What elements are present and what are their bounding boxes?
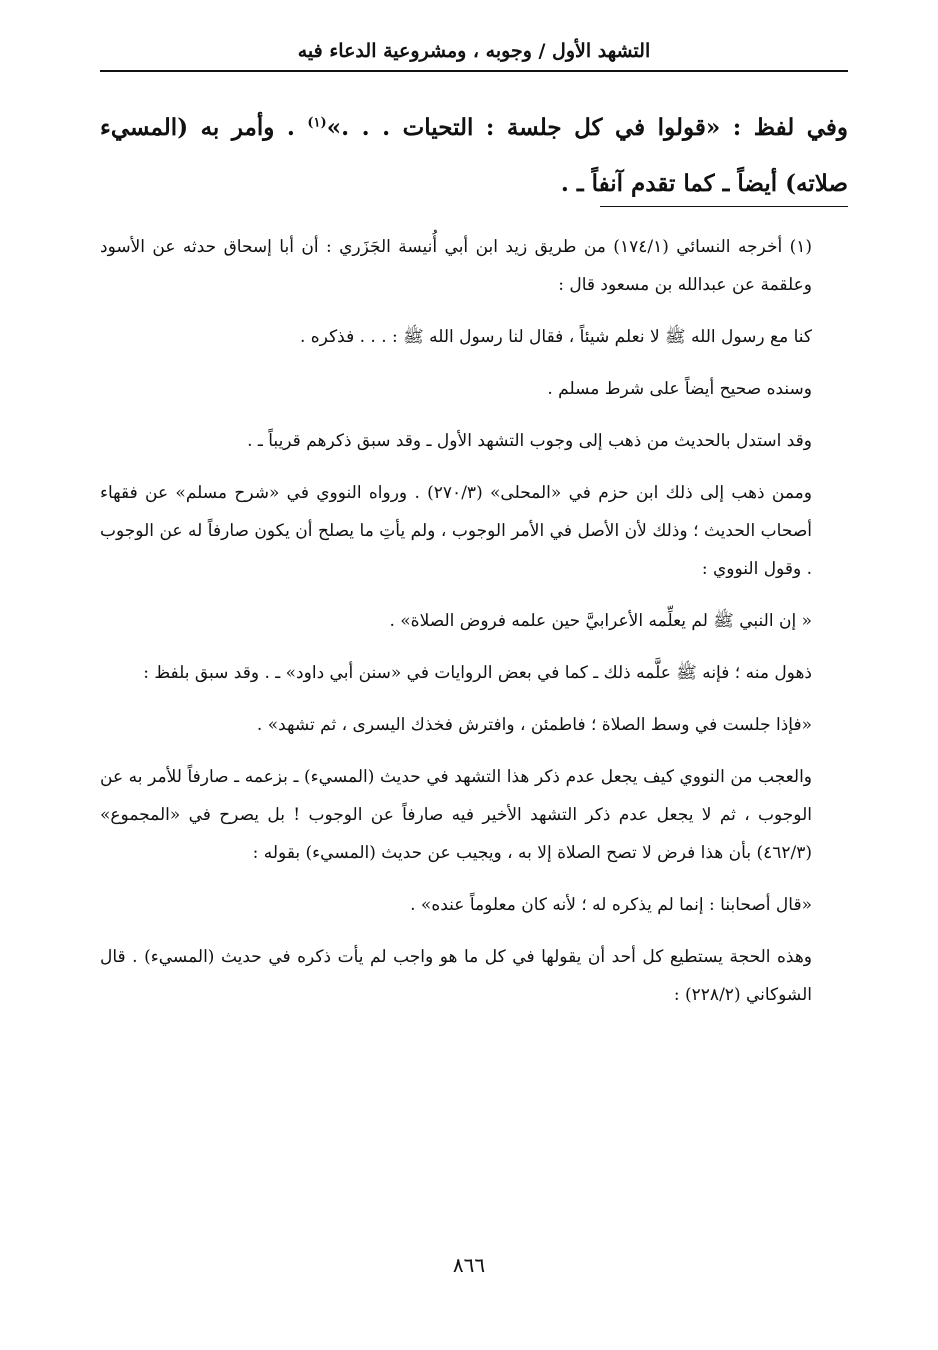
header-divider: [100, 70, 848, 72]
footnote-quote: «قال أصحابنا : إنما لم يذكره له ؛ لأنه كان معلوماً عنده» .: [410, 895, 812, 915]
footnote-paragraph: وسنده صحيح أيضاً على شرط مسلم .: [547, 379, 812, 399]
footnote-paragraph: وهذه الحجة يستطيع كل أحد أن يقولها في كل ما هو واجب لم يأت ذكره في حديث (المسيء) . قال الشوكاني (٢٢٨/٢) :: [100, 947, 812, 1005]
footnote-paragraph: وممن ذهب إلى ذلك ابن حزم في «المحلى» (٢٧٠/٣) . ورواه النووي في «شرح مسلم» عن فقهاء أصحاب الحديث ؛ وذلك لأن الأصل في الأمر الوجوب ، ولم يأتِ ما يصلح أن يكون صارفاً له عن الوجوب . وقول النووي :: [100, 483, 812, 579]
footnote-paragraph: والعجب من النووي كيف يجعل عدم ذكر هذا التشهد في حديث (المسيء) ـ بزعمه ـ صارفاً للأمر به عن الوجوب ، ثم لا يجعل عدم ذكر التشهد الأخير فيه صارفاً عن الوجوب ! بل يصرح في «المجموع» (٤٦٢/٣) بأن هذا فرض لا تصح الصلاة إلا به ، ويجيب عن حديث (المسيء) بقوله :: [100, 767, 812, 863]
footnote-paragraph: (١) أخرجه النسائي (١٧٤/١) من طريق زيد ابن أبي أُنيسة الجَزَري : أن أبا إسحاق حدثه عن الأسود وعلقمة عن عبدالله بن مسعود قال :: [100, 237, 812, 295]
page-number: ٨٦٦: [452, 1253, 486, 1277]
footnote-separator: [600, 206, 848, 207]
main-text-part-1: وفي لفظ : «قولوا في كل جلسة : التحيات . . .»: [326, 114, 848, 141]
footnotes-section: [100, 228, 848, 1014]
footnote-quote: «فإذا جلست في وسط الصلاة ؛ فاطمئن ، وافترش فخذك اليسرى ، ثم تشهد» .: [256, 715, 812, 735]
footnote-paragraph: كنا مع رسول الله ﷺ لا نعلم شيئاً ، فقال لنا رسول الله ﷺ : . . . فذكره .: [299, 327, 812, 347]
main-paragraph: [100, 100, 848, 212]
footnote-quote: « إن النبي ﷺ لم يعلِّمه الأعرابيَّ حين علمه فروض الصلاة» .: [389, 611, 812, 631]
footnote-paragraph: وقد استدل بالحديث من ذهب إلى وجوب التشهد الأول ـ وقد سبق ذكرهم قريباً ـ .: [247, 431, 812, 451]
main-text-part-2: . وأمر به (المسيء صلاته) أيضاً ـ كما تقدم آنفاً ـ .: [100, 114, 848, 197]
running-header: التشهد الأول / وجوبه ، ومشروعية الدعاء فيه: [297, 40, 651, 62]
footnote-paragraph: ذهول منه ؛ فإنه ﷺ علَّمه ذلك ـ كما في بعض الروايات في «سنن أبي داود» ـ . وقد سبق بلفظ :: [143, 663, 812, 683]
footnote-reference: (١): [307, 115, 327, 131]
